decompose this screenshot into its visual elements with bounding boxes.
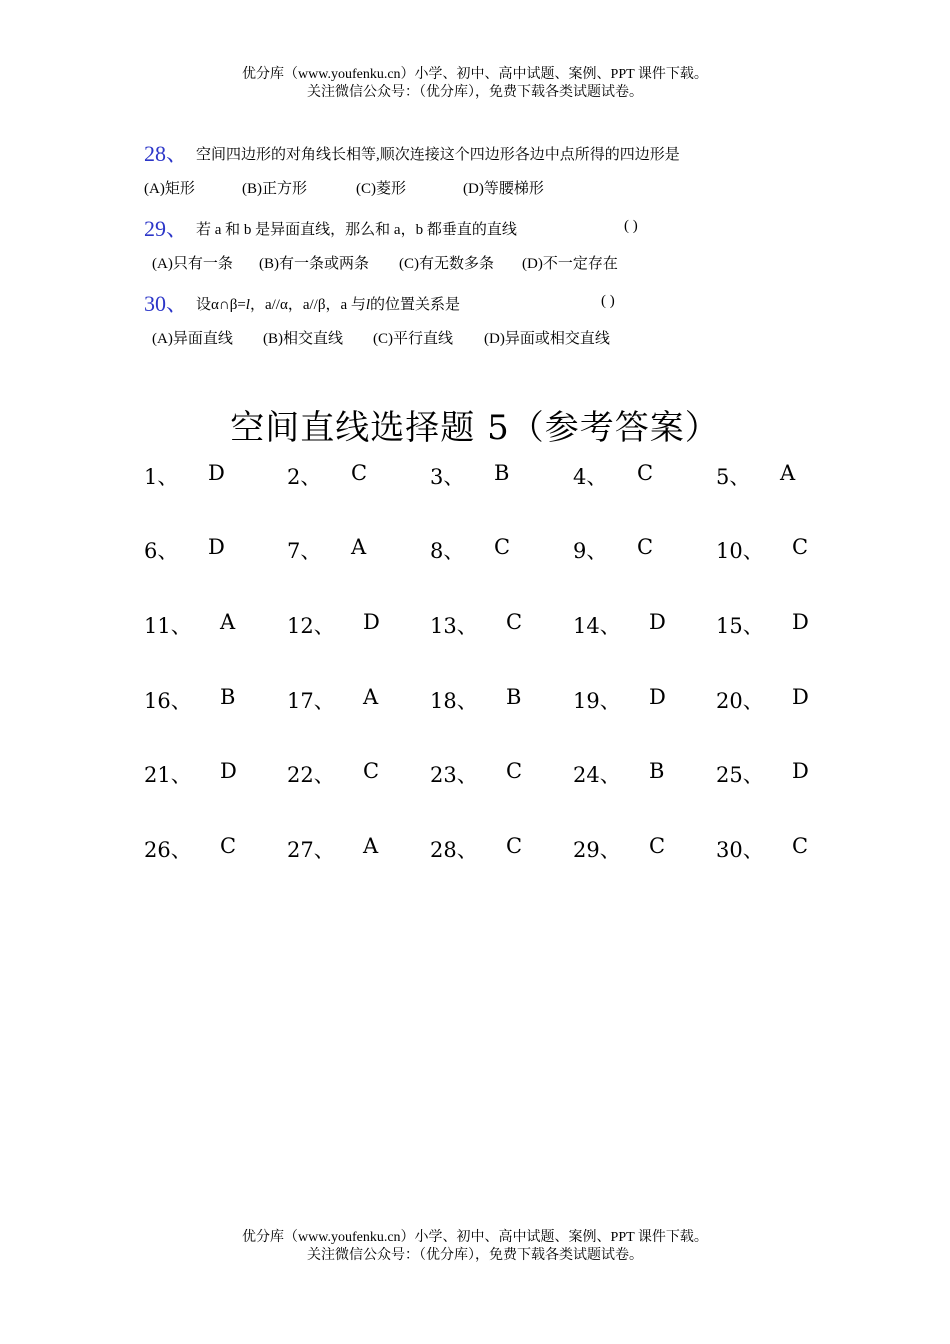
answer-letter: B (220, 685, 236, 709)
answer-letter: C (506, 834, 523, 858)
answer-number: 17、 (287, 689, 335, 713)
answer-letter: D (792, 610, 809, 634)
answer-letter: D (649, 610, 666, 634)
answer-number: 12、 (287, 614, 335, 638)
answer-letter: D (208, 461, 225, 485)
question-text-28: 空间四边形的对角线长相等,顺次连接这个四边形各边中点所得的四边形是 (196, 147, 680, 163)
answer-number: 26、 (144, 838, 192, 862)
answer-number: 18、 (430, 689, 478, 713)
answer-letter: C (220, 834, 237, 858)
answer-number: 4、 (573, 465, 608, 489)
answer-number: 9、 (573, 539, 608, 563)
line-l-symbol: l (245, 297, 250, 313)
answer-letter: A (363, 685, 379, 709)
answer-number: 10、 (716, 539, 764, 563)
option-28-b: (B)正方形 (242, 181, 307, 197)
answer-number: 8、 (430, 539, 465, 563)
line-l-symbol-2: l (365, 297, 371, 313)
answer-blank-30: ( ) (601, 293, 615, 309)
answer-letter: C (792, 834, 809, 858)
footer-line-1: 优分库（www.youfenku.cn）小学、初中、高中试题、案例、PPT 课件下载。 (242, 1230, 708, 1245)
answer-number: 11、 (144, 614, 192, 638)
answer-number: 30、 (716, 838, 764, 862)
option-29-c: (C)有无数多条 (399, 256, 494, 272)
option-30-b: (B)相交直线 (263, 331, 343, 347)
option-30-c: (C)平行直线 (373, 331, 453, 347)
answer-number: 20、 (716, 689, 764, 713)
answer-letter: C (637, 535, 654, 559)
answer-letter: D (792, 685, 809, 709)
answer-number: 15、 (716, 614, 764, 638)
answer-blank-29: ( ) (624, 218, 638, 234)
answer-number: 3、 (430, 465, 465, 489)
header-line-1: 优分库（www.youfenku.cn）小学、初中、高中试题、案例、PPT 课件下载。 (242, 67, 708, 82)
answer-letter: A (351, 535, 367, 559)
answer-number: 25、 (716, 763, 764, 787)
answer-number: 21、 (144, 763, 192, 787)
option-30-d: (D)异面或相交直线 (484, 331, 610, 347)
question-text-30 (196, 293, 460, 314)
answer-letter: A (780, 461, 796, 485)
answer-number: 13、 (430, 614, 478, 638)
question-number-28: 28、 (144, 141, 189, 166)
option-29-b: (B)有一条或两条 (259, 256, 369, 272)
answer-number: 1、 (144, 465, 179, 489)
answer-letter: D (649, 685, 666, 709)
answer-letter: C (649, 834, 666, 858)
answer-number: 6、 (144, 539, 179, 563)
answer-letter: A (363, 834, 379, 858)
answer-number: 22、 (287, 763, 335, 787)
answer-letter: C (792, 535, 809, 559)
question-text-30-pre: 设α∩β= (196, 297, 246, 313)
footer-line-2: 关注微信公众号：（优分库），免费下载各类试题试卷。 (307, 1248, 643, 1263)
option-30-a: (A)异面直线 (152, 331, 233, 347)
option-29-d: (D)不一定存在 (522, 256, 618, 272)
answer-letter: D (363, 610, 380, 634)
option-28-a: (A)矩形 (144, 181, 195, 197)
answer-letter: C (637, 461, 654, 485)
question-number-30: 30、 (144, 291, 189, 316)
answer-number: 27、 (287, 838, 335, 862)
answer-number: 2、 (287, 465, 322, 489)
option-28-d: (D)等腰梯形 (463, 181, 544, 197)
header-line-2: 关注微信公众号：（优分库），免费下载各类试题试卷。 (307, 85, 643, 100)
option-28-c: (C)菱形 (356, 181, 406, 197)
question-text-30-post: 的位置关系是 (370, 297, 461, 313)
answer-letter: C (506, 610, 523, 634)
answer-number: 24、 (573, 763, 621, 787)
answer-letter: D (208, 535, 225, 559)
answer-number: 7、 (287, 539, 322, 563)
answer-number: 29、 (573, 838, 621, 862)
question-text-29: 若 a 和 b 是异面直线，那么和 a，b 都垂直的直线 (196, 222, 517, 238)
answer-number: 23、 (430, 763, 478, 787)
answer-letter: B (649, 759, 665, 783)
answer-number: 16、 (144, 689, 192, 713)
answer-letter: B (506, 685, 522, 709)
answer-letter: C (351, 461, 368, 485)
answer-number: 19、 (573, 689, 621, 713)
answer-letter: C (506, 759, 523, 783)
answer-key-title: 空间直线选择题 5（参考答案） (230, 408, 720, 448)
answer-letter: B (494, 461, 510, 485)
answer-number: 28、 (430, 838, 478, 862)
answer-letter: A (220, 610, 236, 634)
option-29-a: (A)只有一条 (152, 256, 233, 272)
answer-letter: D (792, 759, 809, 783)
question-number-29: 29、 (144, 216, 189, 241)
answer-number: 14、 (573, 614, 621, 638)
page-footer (0, 1229, 950, 1265)
answer-letter: C (363, 759, 380, 783)
answer-letter: D (220, 759, 237, 783)
question-text-30-mid: ，a//α，a//β，a 与 (249, 297, 366, 313)
answer-letter: C (494, 535, 511, 559)
page-header (0, 66, 950, 102)
answer-number: 5、 (716, 465, 751, 489)
